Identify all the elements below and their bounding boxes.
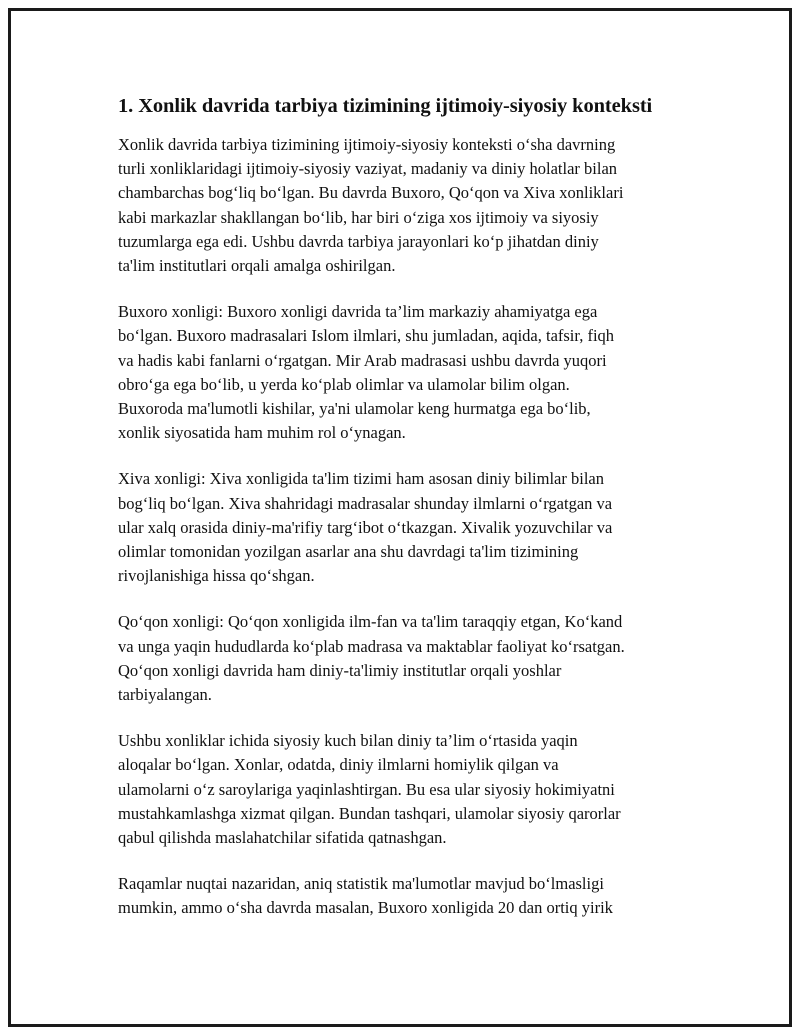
text-line: Ushbu xonliklar ichida siyosiy kuch bilan diniy ta’lim o‘rtasida yaqin	[118, 731, 578, 751]
text-line: Xiva xonligi: Xiva xonligida ta'lim tizimi ham asosan diniy bilimlar bilan	[118, 469, 604, 489]
text-line: Buxoro xonligi: Buxoro xonligi davrida ta’lim markaziy ahamiyatga ega	[118, 302, 598, 322]
text-line: bog‘liq bo‘lgan. Xiva shahridagi madrasalar shunday ilmlarni o‘rgatgan va	[118, 493, 613, 513]
text-line: ular xalq orasida diniy-ma'rifiy targ‘ibot o‘tkazgan. Xivalik yozuvchilar va	[118, 517, 613, 537]
text-line: Buxoroda ma'lumotli kishilar, ya'ni ulamolar keng hurmatga ega bo‘lib,	[118, 399, 591, 419]
text-line: Qo‘qon xonligi davrida ham diniy-ta'limiy institutlar orqali yoshlar	[118, 660, 562, 680]
paragraph-intro	[118, 133, 698, 278]
text-line: olimlar tomonidan yozilgan asarlar ana shu davrdagi ta'lim tizimining	[118, 542, 579, 562]
text-line: tuzumlarga ega edi. Ushbu davrda tarbiya jarayonlari ko‘p jihatdan diniy	[118, 231, 599, 251]
text-line: chambarchas bog‘liq bo‘lgan. Bu davrda Buxoro, Qo‘qon va Xiva xonliklari	[118, 183, 624, 203]
text-line: va hadis kabi fanlarni o‘rgatgan. Mir Arab madrasasi ushbu davrda yuqori	[118, 350, 607, 370]
text-line: obro‘ga ega bo‘lib, u yerda ko‘plab olimlar va ulamolar bilim olgan.	[118, 374, 570, 394]
text-line: rivojlanishiga hissa qo‘shgan.	[118, 566, 315, 586]
text-line: aloqalar bo‘lgan. Xonlar, odatda, diniy ilmlarni homiylik qilgan va	[118, 755, 559, 775]
text-line: va unga yaqin hududlarda ko‘plab madrasa va maktablar faoliyat ko‘rsatgan.	[118, 636, 625, 656]
text-line: xonlik siyosatida ham muhim rol o‘ynagan.	[118, 423, 406, 443]
text-line: mustahkamlashga xizmat qilgan. Bundan tashqari, ulamolar siyosiy qarorlar	[118, 803, 621, 823]
text-line: ta'lim institutlari orqali amalga oshirilgan.	[118, 256, 396, 276]
text-line: kabi markazlar shakllangan bo‘lib, har biri o‘ziga xos ijtimoiy va siyosiy	[118, 207, 599, 227]
text-line: Raqamlar nuqtai nazaridan, aniq statistik ma'lumotlar mavjud bo‘lmasligi	[118, 874, 604, 894]
text-line: ulamolarni o‘z saroylariga yaqinlashtirgan. Bu esa ular siyosiy hokimiyatni	[118, 779, 615, 799]
paragraph-xiva	[118, 467, 698, 588]
paragraph-qoqon	[118, 610, 698, 707]
paragraph-politics	[118, 729, 698, 850]
paragraph-buxoro	[118, 300, 698, 445]
section-heading: 1. Xonlik davrida tarbiya tizimining ijtimoiy-siyosiy konteksti	[118, 95, 653, 117]
text-line: tarbiyalangan.	[118, 685, 212, 705]
text-line: Xonlik davrida tarbiya tizimining ijtimoiy-siyosiy konteksti o‘sha davrning	[118, 135, 616, 154]
paragraph-numbers	[118, 872, 698, 920]
text-line: turli xonliklaridagi ijtimoiy-siyosiy vaziyat, madaniy va diniy holatlar bilan	[118, 159, 618, 179]
text-line: bo‘lgan. Buxoro madrasalari Islom ilmlari, shu jumladan, aqida, tafsir, fiqh	[118, 326, 615, 346]
text-line: mumkin, ammo o‘sha davrda masalan, Buxoro xonligida 20 dan ortiq yirik	[118, 898, 613, 918]
document-body	[118, 92, 698, 943]
text-line: Qo‘qon xonligi: Qo‘qon xonligida ilm-fan va ta'lim taraqqiy etgan, Ko‘kand	[118, 612, 623, 632]
text-line: qabul qilishda maslahatchilar sifatida qatnashgan.	[118, 828, 447, 848]
